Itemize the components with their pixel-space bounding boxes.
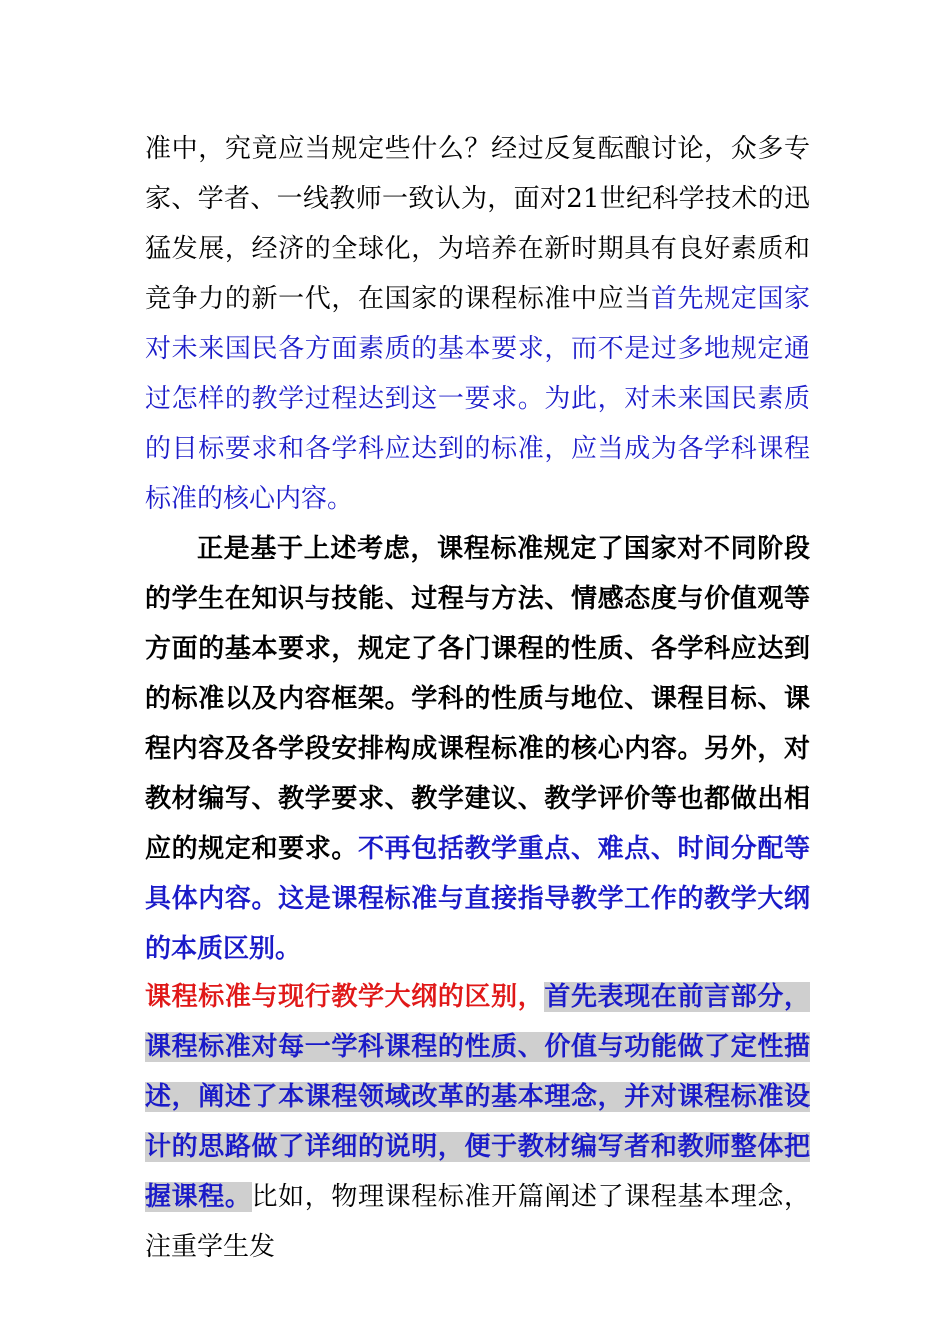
paragraph-1-text: 准中，究竟应当规定些什么？经过反复酝酿讨论，众多专家、学者、一线教师一致认为，面对21世纪科学技术的迅猛发展，经济的全球化，为培养在新时期具有良好素质和竞争力的新一代，在国家的课程标准中应当 [145,134,810,314]
paragraph-3-red-text: 课程标准与现行教学大纲的区别， [145,982,545,1012]
paragraph-2-text: 正是基于上述考虑，课程标准规定了国家对不同阶段的学生在知识与技能、过程与方法、情感态度与价值观等方面的基本要求，规定了各门课程的性质、各学科应达到的标准以及内容框架。学科的性质与地位、课程目标、课程内容及各学段安排构成课程标准的核心内容。另外，对教材编写、教学要求、教学建议、教学评价等也都做出相应的规定和要求。 [145,534,810,864]
paragraph-3-text: 比如，物理课程标准开篇阐述了课程基本理念，注重学生发 [145,1182,810,1262]
paragraph-2 [145,524,810,974]
paragraph-2-blue-text: 不再包括教学重点、难点、时间分配等具体内容。这是课程标准与直接指导教学工作的教学大纲的本质区别。 [145,834,810,964]
paragraph-3-highlighted-text: 首先表现在前言部分，课程标准对每一学科课程的性质、价值与功能做了定性描述，阐述了本课程领域改革的基本理念，并对课程标准设计的思路做了详细的说明，便于教材编写者和教师整体把握课程。 [145,982,810,1212]
paragraph-3 [145,972,810,1272]
paragraph-1-blue-text: 首先规定国家对未来国民各方面素质的基本要求，而不是过多地规定通过怎样的教学过程达到这一要求。为此，对未来国民素质的目标要求和各学科应达到的标准，应当成为各学科课程标准的核心内容。 [145,284,810,514]
paragraph-1 [145,124,810,524]
